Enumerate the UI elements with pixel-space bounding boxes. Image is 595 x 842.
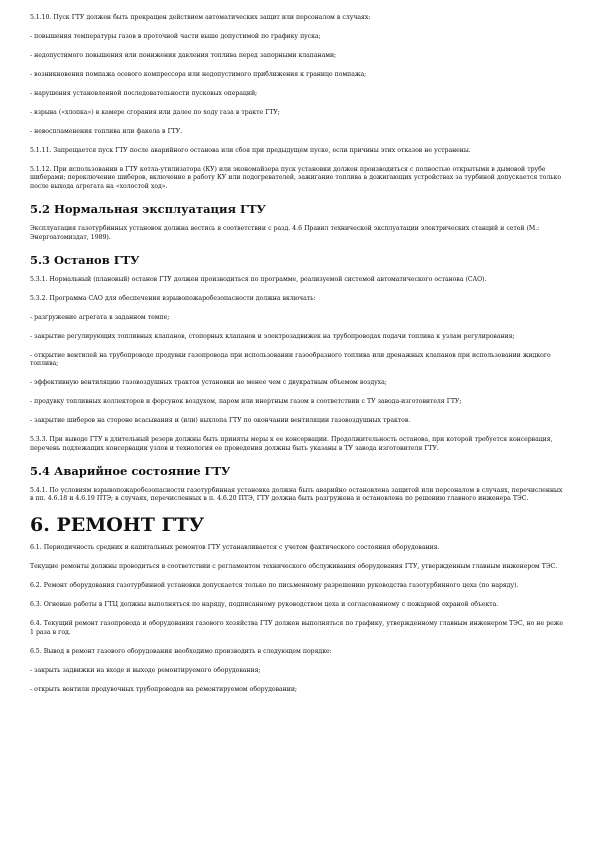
list-item: - закрытие регулирующих топливных клапанов, стопорных клапанов и электрозадвижек на трубопроводах подачи топлива к узлам регулирования;: [30, 332, 515, 340]
paragraph-current-repairs: Текущие ремонты должны проводиться в соответствии с регламентом технического обслуживания оборудования ГТУ, утвержденным главным инженером ТЭС.: [30, 563, 558, 571]
list-item: - открыть вентили продувочных трубопроводов на ремонтируемом оборудовании;: [30, 685, 297, 693]
section-heading-5-2: 5.2 Нормальная эксплуатация ГТУ: [30, 202, 266, 217]
paragraph-6-1: 6.1. Периодичность средних и капитальных ремонтов ГТУ устанавливается с учетом фактического состояния оборудования.: [30, 544, 440, 552]
list-item: - невоспламенения топлива или факела в ГТУ.: [30, 127, 183, 135]
section-heading-5-4: 5.4 Аварийное состояние ГТУ: [30, 463, 231, 478]
list-item: - повышения температуры газов в проточной части выше допустимой по графику пуска;: [30, 32, 321, 40]
paragraph-6-2: 6.2. Ремонт оборудования газотурбинной установки допускается только по письменному разрешению руководства газотурбинного цеха (по наряду).: [30, 582, 519, 590]
paragraph-5-3-3: 5.3.3. При выводе ГТУ в длительный резерв должны быть приняты меры к ее консервации. Продолжительность останова, при которой требуется консервация, перечень подлежащих консервации узлов и технология ее проведения должны быть указаны в ТУ завода изготовителя ГТУ.: [30, 436, 553, 452]
paragraph-6-5: 6.5. Вывод в ремонт газового оборудования необходимо производить в следующем порядке:: [30, 647, 332, 655]
paragraph-5-3-1: 5.3.1. Нормальный (плановый) останов ГТУ должен производиться по программе, реализуемой системой автоматического останова (САО).: [30, 275, 487, 283]
paragraph-5-2: Эксплуатация газотурбинных установок должна вестись в соответствии с разд. 4.6 Правил технической эксплуатации электрических станций и сетей (М.: Энергоатомиздат, 1989).: [30, 225, 540, 241]
paragraph-5-1-12: 5.1.12. При использовании в ГТУ котла-утилизатора (КУ) или экономайзера пуск установки должен производиться с полностью открытыми в дымовой трубе шиберами; переключение шиберов, включение в работу КУ или подогревателей, зажигание топлива в дожигающих устройствах за турбиной допускается только после выхода агрегата на «холостой ход».: [30, 165, 562, 191]
list-item: - разгружение агрегата в заданном темпе;: [30, 313, 170, 321]
list-item: - открытие вентилей на трубопроводе продувки газопровода при использовании газообразного топлива или дренажных клапанов при использовании жидкого топлива;: [30, 351, 551, 368]
paragraph-5-1-10: 5.1.10. Пуск ГТУ должен быть прекращен действием автоматических защит или персоналом в случаях:: [30, 14, 371, 21]
list-item: - закрытие шиберов на стороне всасывания и (или) выхлопа ГТУ по окончании вентиляции газовоздушных трактов.: [30, 417, 411, 425]
chapter-heading-6: 6. РЕМОНТ ГТУ: [30, 514, 205, 537]
paragraph-6-3: 6.3. Огневые работы в ГТЦ должны выполняться по наряду, подписанному руководством цеха и согласованному с пожарной охраной объекта.: [30, 601, 499, 609]
paragraph-5-3-2: 5.3.2. Программа САО для обеспечения взрывопожаробезопасности должна включать:: [30, 294, 316, 302]
paragraph-5-4-1: 5.4.1. По условиям взрывопожаробезопасности газотурбинная установка должна быть аварийно остановлена защитой или персоналом в случаях, перечисленных в пп. 4.6.18 и 4.6.19 ПТЭ; в случаях, перечисленных в п. 4.6.20 ПТЭ, ГТУ должна быть разгружена и остановлена по решению главного инженера ТЭС.: [30, 486, 563, 503]
paragraph-6-4: 6.4. Текущий ремонт газопровода и оборудования газового хозяйства ГТУ должен выполняться по графику, утвержденному главным инженером ТЭС, но не реже 1 раза в год.: [30, 620, 563, 636]
list-item: - недопустимого повышения или понижения давления топлива перед запорными клапанами;: [30, 51, 337, 59]
list-item: - продувку топливных коллекторов и форсунок воздухом, паром или инертным газом в соответствии с ТУ завода-изготовителя ГТУ;: [30, 398, 462, 406]
list-item: - нарушения установленной последовательности пусковых операций;: [30, 89, 258, 97]
list-item: - закрыть задвижки на входе и выходе ремонтируемого оборудования;: [30, 666, 261, 674]
section-heading-5-3: 5.3 Останов ГТУ: [30, 252, 140, 267]
paragraph-5-1-11: 5.1.11. Запрещается пуск ГТУ после аварийного останова или сбоя при предыдущем пуске, если причины этих отказов не устранены.: [30, 146, 471, 154]
list-item: - взрыва («хлопка») в камере сгорания или далее по ходу газа в тракте ГТУ;: [30, 108, 280, 116]
list-item: - эффективную вентиляцию газовоздушных трактов установки не менее чем с двукратным объемом воздуха;: [30, 379, 387, 387]
list-item: - возникновения помпажа осевого компрессора или недопустимого приближения к границе помпажа;: [30, 70, 367, 78]
